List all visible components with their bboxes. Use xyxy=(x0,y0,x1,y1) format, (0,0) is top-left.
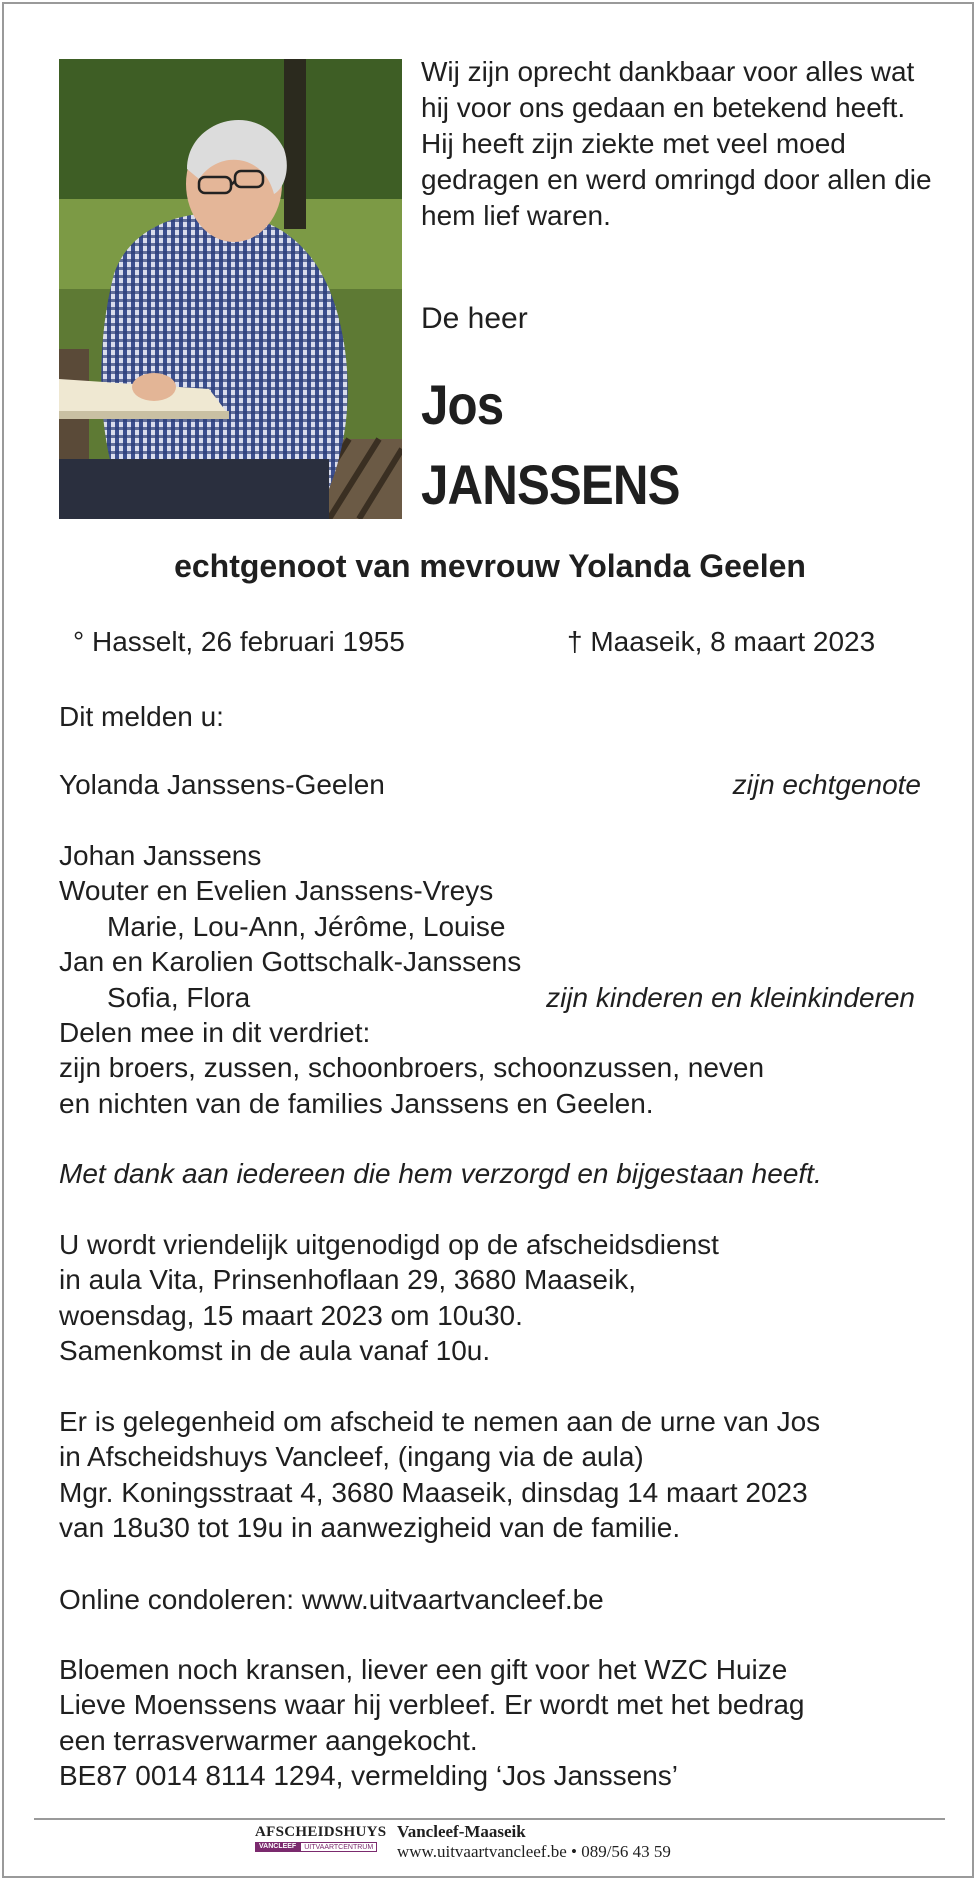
spouse-role: zijn echtgenote xyxy=(732,769,921,800)
farewell-block xyxy=(59,1404,929,1546)
grandchildren-names: Sofia, Flora xyxy=(107,981,251,1013)
spouse-name: Yolanda Janssens-Geelen xyxy=(59,769,385,800)
thanks-block xyxy=(59,1156,929,1191)
funeral-home-logo xyxy=(255,1824,387,1864)
intro-text: Wij zijn oprecht dankbaar voor alles wat hij voor ons gedaan en betekend heeft. Hij heeft zijn ziekte met veel moed gedragen en werd omringd door allen die hem lief waren. xyxy=(421,56,932,231)
list-item: een terrasverwarmer aangekocht. xyxy=(59,1724,478,1756)
portrait-photo xyxy=(59,59,402,519)
company-name: Vancleef-Maaseik xyxy=(397,1822,526,1841)
list-item: Mgr. Koningsstraat 4, 3680 Maaseik, dinsdag 14 maart 2023 xyxy=(59,1476,808,1508)
list-item: Jan en Karolien Gottschalk-Janssens xyxy=(59,946,522,978)
deceased-last-name: JANSSENS xyxy=(421,453,680,516)
service-block xyxy=(59,1227,929,1369)
online-condolence: Online condoleren: www.uitvaartvancleef.be xyxy=(59,1584,604,1615)
spouse-row xyxy=(59,767,929,802)
birth-date: ° Hasselt, 26 februari 1955 xyxy=(73,626,405,657)
flowers-block xyxy=(59,1652,929,1794)
footer-divider xyxy=(34,1818,945,1820)
list-item: Er is gelegenheid om afscheid te nemen aan de urne van Jos xyxy=(59,1406,821,1437)
footer-contact xyxy=(397,1822,671,1862)
logo-left: VANCLEEF xyxy=(255,1842,300,1852)
list-item: Johan Janssens xyxy=(59,840,262,871)
list-item: en nichten van de families Janssens en Geelen. xyxy=(59,1087,654,1119)
cross-icon: † xyxy=(567,626,583,657)
list-item: Lieve Moenssens waar hij verbleef. Er wordt met het bedrag xyxy=(59,1689,805,1721)
spouse-line: echtgenoot van mevrouw Yolanda Geelen xyxy=(174,548,806,584)
announce-line: Dit melden u: xyxy=(59,701,224,732)
deceased-first-name: Jos xyxy=(421,373,504,436)
logo-title: AFSCHEIDSHUYS xyxy=(255,1824,387,1840)
death-date-text: Maaseik, 8 maart 2023 xyxy=(590,626,876,657)
children-role: zijn kinderen en kleinkinderen xyxy=(546,981,915,1013)
list-item: zijn broers, zussen, schoonbroers, schoonzussen, neven xyxy=(59,1052,765,1084)
list-item: Bloemen noch kransen, liever een gift voor het WZC Huize xyxy=(59,1654,788,1685)
list-item: BE87 0014 8114 1294, vermelding ‘Jos Janssens’ xyxy=(59,1760,678,1792)
logo-right: UITVAARTCENTRUM xyxy=(300,1842,377,1852)
list-item: in aula Vita, Prinsenhoflaan 29, 3680 Maaseik, xyxy=(59,1264,636,1296)
list-item: U wordt vriendelijk uitgenodigd op de afscheidsdienst xyxy=(59,1229,719,1260)
list-item: Samenkomst in de aula vanaf 10u. xyxy=(59,1335,491,1367)
list-item: woensdag, 15 maart 2023 om 10u30. xyxy=(59,1299,523,1331)
list-item: Marie, Lou-Ann, Jérôme, Louise xyxy=(107,910,506,942)
death-date xyxy=(567,626,875,658)
contact-line: www.uitvaartvancleef.be • 089/56 43 59 xyxy=(397,1842,671,1861)
title-prefix: De heer xyxy=(421,302,528,335)
children-block xyxy=(59,838,929,1121)
list-item: in Afscheidshuys Vancleef, (ingang via de aula) xyxy=(59,1441,644,1473)
announcement-block xyxy=(59,699,929,734)
list-item xyxy=(59,980,929,1015)
share-heading: Delen mee in dit verdriet: xyxy=(59,1016,371,1048)
list-item: van 18u30 tot 19u in aanwezigheid van de familie. xyxy=(59,1512,681,1544)
list-item: Wouter en Evelien Janssens-Vreys xyxy=(59,875,494,907)
spouse-block xyxy=(59,767,929,802)
logo-bar xyxy=(255,1842,380,1852)
online-block xyxy=(59,1582,929,1617)
thanks-line: Met dank aan iedereen die hem verzorgd en bijgestaan heeft. xyxy=(59,1158,822,1189)
